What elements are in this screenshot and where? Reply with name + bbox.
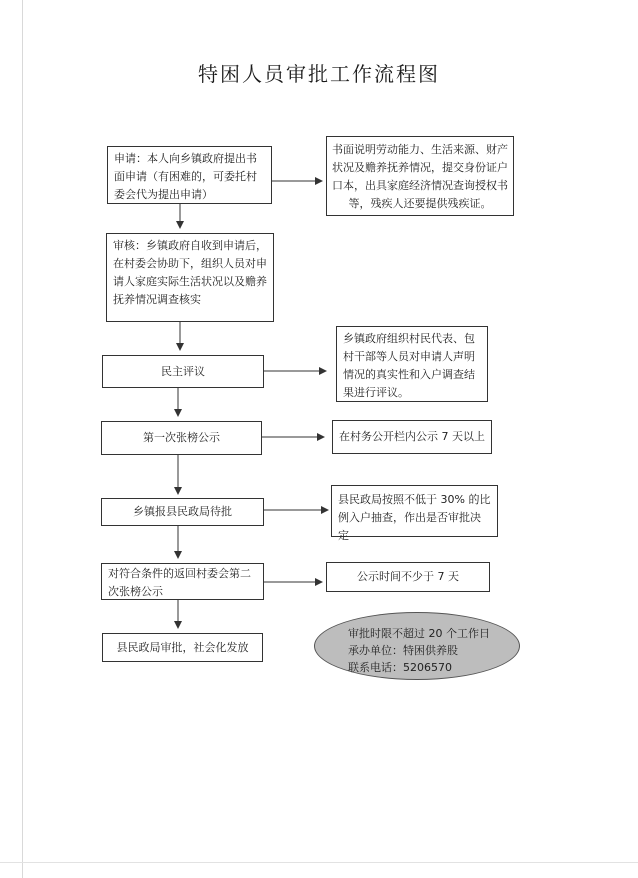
step-application: 申请：本人向乡镇政府提出书 面申请（有困难的，可委托村 委会代为提出申请） — [107, 146, 272, 204]
step-first-public-notice: 第一次张榜公示 — [101, 421, 262, 455]
contact-phone: 联系电话：5206570 — [348, 661, 452, 674]
note-democratic-review: 乡镇政府组织村民代表、包 村干部等人员对申请人声明 情况的真实性和入户调查结 果进行评议。 — [336, 326, 488, 402]
step-review: 审核：乡镇政府自收到申请后， 在村委会协助下，组织人员对申 请人家庭实际生活状况以及赡养 抚养情况调查核实 — [106, 233, 274, 322]
note-application-materials: 书面说明劳动能力、生活来源、财产 状况及赡养抚养情况，提交身份证户 口本，出具家庭经济情况查询授权书 等，残疾人还要提供残疾证。 — [326, 136, 514, 216]
step-second-public-notice: 对符合条件的返回村委会第二 次张榜公示 — [101, 563, 264, 600]
step-democratic-review: 民主评议 — [102, 355, 264, 388]
note-first-notice-duration: 在村务公开栏内公示 7 天以上 — [332, 420, 492, 454]
page-title: 特困人员审批工作流程图 — [198, 62, 440, 86]
note-second-notice-duration: 公示时间不少于 7 天 — [326, 562, 490, 592]
step-report-to-county: 乡镇报县民政局待批 — [101, 498, 264, 526]
approval-time-limit: 审批时限不超过 20 个工作日 — [348, 627, 490, 640]
note-county-spot-check: 县民政局按照不低于 30% 的比 例入户抽查，作出是否审批决定 — [331, 485, 498, 537]
handling-unit: 承办单位：特困供养股 — [348, 644, 458, 657]
step-county-approval: 县民政局审批，社会化发放 — [102, 633, 263, 662]
approval-info-ellipse — [314, 612, 520, 680]
